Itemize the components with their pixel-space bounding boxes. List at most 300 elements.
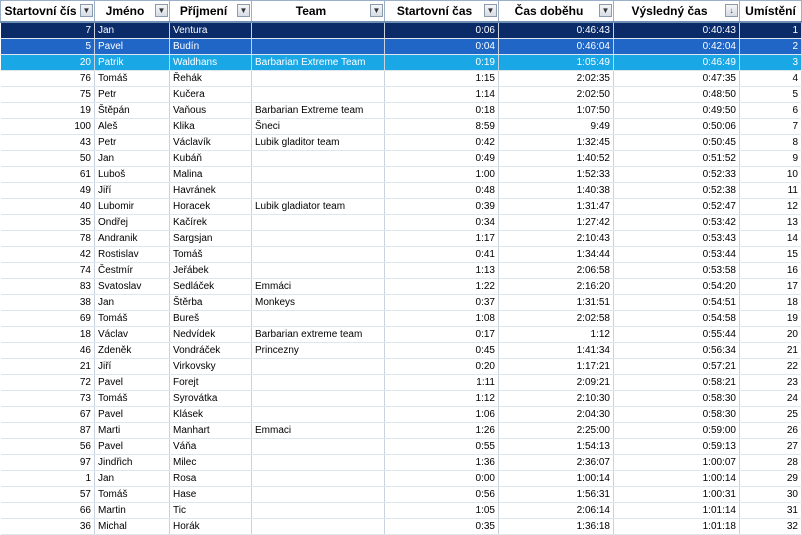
start-number-cell[interactable]: 20: [1, 55, 95, 71]
first-name-cell[interactable]: Jindřich: [95, 455, 170, 471]
first-name-cell[interactable]: Svatoslav: [95, 279, 170, 295]
last-name-cell[interactable]: Sargsjan: [170, 231, 252, 247]
start-number-cell[interactable]: 78: [1, 231, 95, 247]
team-cell[interactable]: Barbarian extreme team: [252, 327, 385, 343]
table-row[interactable]: [1, 311, 802, 327]
filter-dropdown-icon[interactable]: ▼: [484, 4, 497, 17]
placement-cell[interactable]: 17: [740, 279, 802, 295]
result-time-cell[interactable]: 0:53:43: [614, 231, 740, 247]
placement-cell[interactable]: 21: [740, 343, 802, 359]
team-cell[interactable]: [252, 455, 385, 471]
result-time-cell[interactable]: 0:40:43: [614, 22, 740, 39]
last-name-cell[interactable]: Rosa: [170, 471, 252, 487]
start-time-cell[interactable]: 0:17: [385, 327, 499, 343]
start-time-cell[interactable]: 1:08: [385, 311, 499, 327]
result-time-cell[interactable]: 0:46:49: [614, 55, 740, 71]
last-name-cell[interactable]: Váňa: [170, 439, 252, 455]
result-time-cell[interactable]: 0:47:35: [614, 71, 740, 87]
finish-time-cell[interactable]: 1:41:34: [499, 343, 614, 359]
first-name-cell[interactable]: Patrik: [95, 55, 170, 71]
team-cell[interactable]: [252, 439, 385, 455]
table-row[interactable]: [1, 215, 802, 231]
start-time-cell[interactable]: 0:55: [385, 439, 499, 455]
result-time-cell[interactable]: 0:52:33: [614, 167, 740, 183]
placement-cell[interactable]: 12: [740, 199, 802, 215]
table-row[interactable]: [1, 327, 802, 343]
filter-dropdown-icon[interactable]: ▼: [155, 4, 168, 17]
header-team[interactable]: [252, 1, 385, 23]
start-number-cell[interactable]: 1: [1, 471, 95, 487]
finish-time-cell[interactable]: 1:40:52: [499, 151, 614, 167]
team-cell[interactable]: [252, 375, 385, 391]
last-name-cell[interactable]: Horák: [170, 519, 252, 535]
first-name-cell[interactable]: Tomáš: [95, 311, 170, 327]
team-cell[interactable]: [252, 487, 385, 503]
last-name-cell[interactable]: Tomáš: [170, 247, 252, 263]
start-number-cell[interactable]: 73: [1, 391, 95, 407]
table-row[interactable]: [1, 519, 802, 535]
team-cell[interactable]: [252, 391, 385, 407]
header-placement[interactable]: [740, 1, 802, 23]
finish-time-cell[interactable]: 2:25:00: [499, 423, 614, 439]
start-time-cell[interactable]: 1:05: [385, 503, 499, 519]
table-row[interactable]: [1, 487, 802, 503]
start-time-cell[interactable]: 1:15: [385, 71, 499, 87]
team-cell[interactable]: [252, 311, 385, 327]
table-row[interactable]: [1, 455, 802, 471]
finish-time-cell[interactable]: 9:49: [499, 119, 614, 135]
last-name-cell[interactable]: Syrovátka: [170, 391, 252, 407]
last-name-cell[interactable]: Kubáň: [170, 151, 252, 167]
start-number-cell[interactable]: 56: [1, 439, 95, 455]
start-number-cell[interactable]: 66: [1, 503, 95, 519]
team-cell[interactable]: Šneci: [252, 119, 385, 135]
result-time-cell[interactable]: 0:52:38: [614, 183, 740, 199]
placement-cell[interactable]: 5: [740, 87, 802, 103]
last-name-cell[interactable]: Vondráček: [170, 343, 252, 359]
last-name-cell[interactable]: Nedvídek: [170, 327, 252, 343]
table-row[interactable]: [1, 279, 802, 295]
first-name-cell[interactable]: Čestmír: [95, 263, 170, 279]
table-row[interactable]: [1, 231, 802, 247]
first-name-cell[interactable]: Pavel: [95, 439, 170, 455]
result-time-cell[interactable]: 0:54:51: [614, 295, 740, 311]
team-cell[interactable]: [252, 151, 385, 167]
result-time-cell[interactable]: 1:01:14: [614, 503, 740, 519]
start-time-cell[interactable]: 0:00: [385, 471, 499, 487]
finish-time-cell[interactable]: 1:56:31: [499, 487, 614, 503]
start-time-cell[interactable]: 1:22: [385, 279, 499, 295]
placement-cell[interactable]: 6: [740, 103, 802, 119]
header-start-time[interactable]: [385, 1, 499, 23]
table-row[interactable]: [1, 167, 802, 183]
start-time-cell[interactable]: 0:20: [385, 359, 499, 375]
start-time-cell[interactable]: 1:36: [385, 455, 499, 471]
table-row[interactable]: [1, 103, 802, 119]
team-cell[interactable]: [252, 503, 385, 519]
start-number-cell[interactable]: 57: [1, 487, 95, 503]
start-time-cell[interactable]: 0:19: [385, 55, 499, 71]
last-name-cell[interactable]: Klásek: [170, 407, 252, 423]
start-time-cell[interactable]: 0:18: [385, 103, 499, 119]
start-number-cell[interactable]: 83: [1, 279, 95, 295]
finish-time-cell[interactable]: 0:46:43: [499, 22, 614, 39]
last-name-cell[interactable]: Manhart: [170, 423, 252, 439]
finish-time-cell[interactable]: 1:00:14: [499, 471, 614, 487]
team-cell[interactable]: [252, 471, 385, 487]
finish-time-cell[interactable]: 2:09:21: [499, 375, 614, 391]
finish-time-cell[interactable]: 1:31:47: [499, 199, 614, 215]
first-name-cell[interactable]: Zdeněk: [95, 343, 170, 359]
placement-cell[interactable]: 27: [740, 439, 802, 455]
table-row[interactable]: [1, 391, 802, 407]
team-cell[interactable]: [252, 71, 385, 87]
start-number-cell[interactable]: 38: [1, 295, 95, 311]
last-name-cell[interactable]: Kučera: [170, 87, 252, 103]
finish-time-cell[interactable]: 2:10:43: [499, 231, 614, 247]
table-row[interactable]: [1, 343, 802, 359]
last-name-cell[interactable]: Milec: [170, 455, 252, 471]
first-name-cell[interactable]: Jan: [95, 151, 170, 167]
placement-cell[interactable]: 8: [740, 135, 802, 151]
placement-cell[interactable]: 2: [740, 39, 802, 55]
table-row[interactable]: [1, 87, 802, 103]
result-time-cell[interactable]: 0:58:21: [614, 375, 740, 391]
team-cell[interactable]: [252, 183, 385, 199]
table-row[interactable]: [1, 71, 802, 87]
last-name-cell[interactable]: Tic: [170, 503, 252, 519]
result-time-cell[interactable]: 1:00:07: [614, 455, 740, 471]
last-name-cell[interactable]: Budín: [170, 39, 252, 55]
finish-time-cell[interactable]: 1:12: [499, 327, 614, 343]
last-name-cell[interactable]: Vaňous: [170, 103, 252, 119]
finish-time-cell[interactable]: 1:32:45: [499, 135, 614, 151]
finish-time-cell[interactable]: 2:02:50: [499, 87, 614, 103]
first-name-cell[interactable]: Rostislav: [95, 247, 170, 263]
result-time-cell[interactable]: 0:54:58: [614, 311, 740, 327]
filter-dropdown-icon[interactable]: ▼: [599, 4, 612, 17]
header-finish-time[interactable]: [499, 1, 614, 23]
table-row[interactable]: [1, 247, 802, 263]
start-number-cell[interactable]: 18: [1, 327, 95, 343]
start-time-cell[interactable]: 0:04: [385, 39, 499, 55]
first-name-cell[interactable]: Tomáš: [95, 391, 170, 407]
finish-time-cell[interactable]: 2:36:07: [499, 455, 614, 471]
start-number-cell[interactable]: 69: [1, 311, 95, 327]
start-number-cell[interactable]: 72: [1, 375, 95, 391]
team-cell[interactable]: [252, 22, 385, 39]
start-number-cell[interactable]: 97: [1, 455, 95, 471]
placement-cell[interactable]: 28: [740, 455, 802, 471]
start-number-cell[interactable]: 75: [1, 87, 95, 103]
last-name-cell[interactable]: Řehák: [170, 71, 252, 87]
placement-cell[interactable]: 11: [740, 183, 802, 199]
header-first-name[interactable]: [95, 1, 170, 23]
table-row[interactable]: [1, 263, 802, 279]
finish-time-cell[interactable]: 2:16:20: [499, 279, 614, 295]
start-time-cell[interactable]: 0:06: [385, 22, 499, 39]
first-name-cell[interactable]: Jiří: [95, 359, 170, 375]
team-cell[interactable]: [252, 263, 385, 279]
first-name-cell[interactable]: Martin: [95, 503, 170, 519]
start-number-cell[interactable]: 42: [1, 247, 95, 263]
result-time-cell[interactable]: 1:01:18: [614, 519, 740, 535]
start-number-cell[interactable]: 76: [1, 71, 95, 87]
result-time-cell[interactable]: 0:53:42: [614, 215, 740, 231]
placement-cell[interactable]: 15: [740, 247, 802, 263]
last-name-cell[interactable]: Klika: [170, 119, 252, 135]
start-time-cell[interactable]: 0:42: [385, 135, 499, 151]
finish-time-cell[interactable]: 1:27:42: [499, 215, 614, 231]
placement-cell[interactable]: 25: [740, 407, 802, 423]
start-time-cell[interactable]: 1:13: [385, 263, 499, 279]
start-time-cell[interactable]: 1:06: [385, 407, 499, 423]
start-number-cell[interactable]: 40: [1, 199, 95, 215]
start-time-cell[interactable]: 0:35: [385, 519, 499, 535]
placement-cell[interactable]: 7: [740, 119, 802, 135]
placement-cell[interactable]: 1: [740, 22, 802, 39]
placement-cell[interactable]: 23: [740, 375, 802, 391]
start-time-cell[interactable]: 0:41: [385, 247, 499, 263]
table-row[interactable]: [1, 39, 802, 55]
first-name-cell[interactable]: Tomáš: [95, 487, 170, 503]
team-cell[interactable]: [252, 87, 385, 103]
result-time-cell[interactable]: 0:52:47: [614, 199, 740, 215]
team-cell[interactable]: Monkeys: [252, 295, 385, 311]
table-row[interactable]: [1, 22, 802, 39]
first-name-cell[interactable]: Jan: [95, 22, 170, 39]
placement-cell[interactable]: 16: [740, 263, 802, 279]
start-time-cell[interactable]: 1:00: [385, 167, 499, 183]
start-number-cell[interactable]: 46: [1, 343, 95, 359]
first-name-cell[interactable]: Petr: [95, 87, 170, 103]
start-number-cell[interactable]: 67: [1, 407, 95, 423]
team-cell[interactable]: Emmaci: [252, 423, 385, 439]
finish-time-cell[interactable]: 1:17:21: [499, 359, 614, 375]
table-row[interactable]: [1, 295, 802, 311]
finish-time-cell[interactable]: 2:06:58: [499, 263, 614, 279]
placement-cell[interactable]: 32: [740, 519, 802, 535]
table-row[interactable]: [1, 375, 802, 391]
result-time-cell[interactable]: 0:55:44: [614, 327, 740, 343]
result-time-cell[interactable]: 0:48:50: [614, 87, 740, 103]
table-row[interactable]: [1, 199, 802, 215]
table-row[interactable]: [1, 439, 802, 455]
last-name-cell[interactable]: Horacek: [170, 199, 252, 215]
placement-cell[interactable]: 3: [740, 55, 802, 71]
table-row[interactable]: [1, 503, 802, 519]
start-number-cell[interactable]: 21: [1, 359, 95, 375]
team-cell[interactable]: [252, 519, 385, 535]
first-name-cell[interactable]: Petr: [95, 135, 170, 151]
start-number-cell[interactable]: 35: [1, 215, 95, 231]
header-result-time[interactable]: [614, 1, 740, 23]
placement-cell[interactable]: 10: [740, 167, 802, 183]
team-cell[interactable]: Lubik gladiator team: [252, 199, 385, 215]
last-name-cell[interactable]: Sedláček: [170, 279, 252, 295]
table-row[interactable]: [1, 407, 802, 423]
start-time-cell[interactable]: 1:11: [385, 375, 499, 391]
placement-cell[interactable]: 26: [740, 423, 802, 439]
header-last-name[interactable]: [170, 1, 252, 23]
start-number-cell[interactable]: 5: [1, 39, 95, 55]
last-name-cell[interactable]: Ventura: [170, 22, 252, 39]
last-name-cell[interactable]: Jeřábek: [170, 263, 252, 279]
table-row[interactable]: [1, 135, 802, 151]
team-cell[interactable]: [252, 231, 385, 247]
finish-time-cell[interactable]: 2:02:58: [499, 311, 614, 327]
first-name-cell[interactable]: Jiří: [95, 183, 170, 199]
result-time-cell[interactable]: 1:00:31: [614, 487, 740, 503]
placement-cell[interactable]: 18: [740, 295, 802, 311]
team-cell[interactable]: Lubik gladitor team: [252, 135, 385, 151]
start-time-cell[interactable]: 0:49: [385, 151, 499, 167]
team-cell[interactable]: Emmáci: [252, 279, 385, 295]
start-number-cell[interactable]: 74: [1, 263, 95, 279]
first-name-cell[interactable]: Lubomir: [95, 199, 170, 215]
first-name-cell[interactable]: Václav: [95, 327, 170, 343]
last-name-cell[interactable]: Virkovsky: [170, 359, 252, 375]
table-row[interactable]: [1, 55, 802, 71]
result-time-cell[interactable]: 0:42:04: [614, 39, 740, 55]
table-row[interactable]: [1, 359, 802, 375]
start-time-cell[interactable]: 0:45: [385, 343, 499, 359]
placement-cell[interactable]: 24: [740, 391, 802, 407]
result-time-cell[interactable]: 0:51:52: [614, 151, 740, 167]
result-time-cell[interactable]: 0:58:30: [614, 407, 740, 423]
start-number-cell[interactable]: 49: [1, 183, 95, 199]
team-cell[interactable]: Barbarian Extreme team: [252, 103, 385, 119]
team-cell[interactable]: [252, 167, 385, 183]
last-name-cell[interactable]: Kačírek: [170, 215, 252, 231]
last-name-cell[interactable]: Hase: [170, 487, 252, 503]
placement-cell[interactable]: 31: [740, 503, 802, 519]
finish-time-cell[interactable]: 2:06:14: [499, 503, 614, 519]
result-time-cell[interactable]: 0:50:45: [614, 135, 740, 151]
first-name-cell[interactable]: Marti: [95, 423, 170, 439]
placement-cell[interactable]: 29: [740, 471, 802, 487]
result-time-cell[interactable]: 0:49:50: [614, 103, 740, 119]
start-number-cell[interactable]: 50: [1, 151, 95, 167]
start-time-cell[interactable]: 0:34: [385, 215, 499, 231]
finish-time-cell[interactable]: 2:04:30: [499, 407, 614, 423]
first-name-cell[interactable]: Pavel: [95, 39, 170, 55]
first-name-cell[interactable]: Luboš: [95, 167, 170, 183]
team-cell[interactable]: Barbarian Extreme Team: [252, 55, 385, 71]
result-time-cell[interactable]: 0:58:30: [614, 391, 740, 407]
start-number-cell[interactable]: 61: [1, 167, 95, 183]
finish-time-cell[interactable]: 1:52:33: [499, 167, 614, 183]
result-time-cell[interactable]: 1:00:14: [614, 471, 740, 487]
finish-time-cell[interactable]: 1:36:18: [499, 519, 614, 535]
start-time-cell[interactable]: 1:12: [385, 391, 499, 407]
placement-cell[interactable]: 4: [740, 71, 802, 87]
team-cell[interactable]: [252, 247, 385, 263]
last-name-cell[interactable]: Václavík: [170, 135, 252, 151]
start-time-cell[interactable]: 1:14: [385, 87, 499, 103]
finish-time-cell[interactable]: 1:34:44: [499, 247, 614, 263]
placement-cell[interactable]: 22: [740, 359, 802, 375]
first-name-cell[interactable]: Michal: [95, 519, 170, 535]
last-name-cell[interactable]: Malina: [170, 167, 252, 183]
start-time-cell[interactable]: 0:39: [385, 199, 499, 215]
start-number-cell[interactable]: 87: [1, 423, 95, 439]
header-start-number[interactable]: [1, 1, 95, 23]
first-name-cell[interactable]: Aleš: [95, 119, 170, 135]
start-time-cell[interactable]: 8:59: [385, 119, 499, 135]
finish-time-cell[interactable]: 2:02:35: [499, 71, 614, 87]
finish-time-cell[interactable]: 0:46:04: [499, 39, 614, 55]
placement-cell[interactable]: 30: [740, 487, 802, 503]
result-time-cell[interactable]: 0:59:13: [614, 439, 740, 455]
table-row[interactable]: [1, 471, 802, 487]
start-number-cell[interactable]: 100: [1, 119, 95, 135]
team-cell[interactable]: Princezny: [252, 343, 385, 359]
team-cell[interactable]: [252, 215, 385, 231]
first-name-cell[interactable]: Andranik: [95, 231, 170, 247]
result-time-cell[interactable]: 0:50:06: [614, 119, 740, 135]
start-number-cell[interactable]: 19: [1, 103, 95, 119]
team-cell[interactable]: [252, 359, 385, 375]
placement-cell[interactable]: 14: [740, 231, 802, 247]
result-time-cell[interactable]: 0:56:34: [614, 343, 740, 359]
table-row[interactable]: [1, 183, 802, 199]
start-number-cell[interactable]: 36: [1, 519, 95, 535]
finish-time-cell[interactable]: 1:05:49: [499, 55, 614, 71]
finish-time-cell[interactable]: 1:07:50: [499, 103, 614, 119]
placement-cell[interactable]: 20: [740, 327, 802, 343]
start-number-cell[interactable]: 7: [1, 22, 95, 39]
start-time-cell[interactable]: 0:37: [385, 295, 499, 311]
finish-time-cell[interactable]: 1:40:38: [499, 183, 614, 199]
team-cell[interactable]: [252, 39, 385, 55]
finish-time-cell[interactable]: 1:31:51: [499, 295, 614, 311]
last-name-cell[interactable]: Havránek: [170, 183, 252, 199]
placement-cell[interactable]: 19: [740, 311, 802, 327]
start-time-cell[interactable]: 1:26: [385, 423, 499, 439]
result-time-cell[interactable]: 0:53:58: [614, 263, 740, 279]
filter-dropdown-icon[interactable]: ▼: [370, 4, 383, 17]
sort-ascending-filter-icon[interactable]: ↓: [725, 4, 738, 17]
placement-cell[interactable]: 13: [740, 215, 802, 231]
first-name-cell[interactable]: Štěpán: [95, 103, 170, 119]
filter-dropdown-icon[interactable]: ▼: [237, 4, 250, 17]
first-name-cell[interactable]: Pavel: [95, 407, 170, 423]
result-time-cell[interactable]: 0:53:44: [614, 247, 740, 263]
table-row[interactable]: [1, 151, 802, 167]
result-time-cell[interactable]: 0:57:21: [614, 359, 740, 375]
start-time-cell[interactable]: 1:17: [385, 231, 499, 247]
finish-time-cell[interactable]: 2:10:30: [499, 391, 614, 407]
start-number-cell[interactable]: 43: [1, 135, 95, 151]
last-name-cell[interactable]: Waldhans: [170, 55, 252, 71]
first-name-cell[interactable]: Ondřej: [95, 215, 170, 231]
last-name-cell[interactable]: Bureš: [170, 311, 252, 327]
first-name-cell[interactable]: Pavel: [95, 375, 170, 391]
first-name-cell[interactable]: Jan: [95, 295, 170, 311]
table-row[interactable]: [1, 423, 802, 439]
start-time-cell[interactable]: 0:56: [385, 487, 499, 503]
first-name-cell[interactable]: Jan: [95, 471, 170, 487]
filter-dropdown-icon[interactable]: ▼: [80, 4, 93, 17]
result-time-cell[interactable]: 0:54:20: [614, 279, 740, 295]
result-time-cell[interactable]: 0:59:00: [614, 423, 740, 439]
table-row[interactable]: [1, 119, 802, 135]
placement-cell[interactable]: 9: [740, 151, 802, 167]
team-cell[interactable]: [252, 407, 385, 423]
finish-time-cell[interactable]: 1:54:13: [499, 439, 614, 455]
last-name-cell[interactable]: Forejt: [170, 375, 252, 391]
